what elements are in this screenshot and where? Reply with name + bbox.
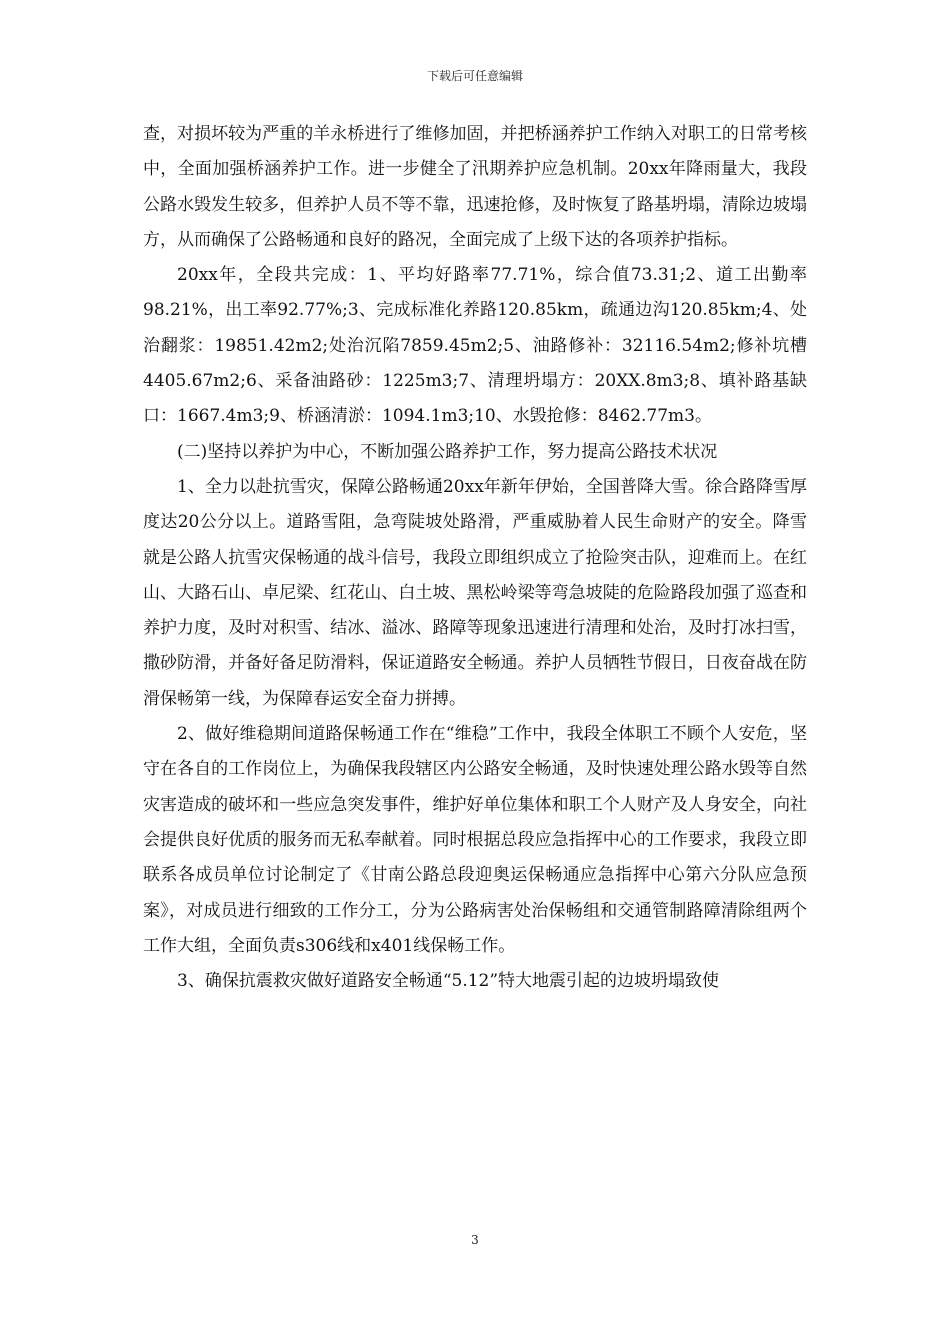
page-header: 下载后可任意编辑	[426, 69, 523, 83]
paragraph-2: 20xx年，全段共完成：1、平均好路率77.71%，综合值73.31;2、道工出勤率98.21%，出工率92.77%;3、完成标准化养路120.85km，疏通边沟120.85km;4、处治翻浆：19851.42m2;处治沉陷7859.45m2;5、油路修补：32116.54m2;修补坑槽4405.67m2;6、采备油路砂：1225m3;7、清理坍塌方：20XX.8m3;8、填补路基缺口：1667.4m3;9、桥涵清淤：1094.1m3;10、水毁抢修：8462.77m3。	[143, 265, 807, 427]
page-number: 3	[471, 1233, 479, 1247]
section-heading: (二)坚持以养护为中心，不断加强公路养护工作，努力提高公路技术状况	[177, 441, 718, 462]
document-body	[143, 117, 807, 999]
paragraph-5: 3、确保抗震救灾做好道路安全畅通“5.12”特大地震引起的边坡坍塌致使	[177, 971, 720, 992]
paragraph-3: 1、全力以赴抗雪灾，保障公路畅通20xx年新年伊始，全国普降大雪。徐合路降雪厚度达20公分以上。道路雪阻，急弯陡坡处路滑，严重威胁着人民生命财产的安全。降雪就是公路人抗雪灾保畅通的战斗信号，我段立即组织成立了抢险突击队，迎难而上。在红山、大路石山、卓尼梁、红花山、白土坡、黑松岭梁等弯急坡陡的危险路段加强了巡查和养护力度，及时对积雪、结冰、溢冰、路障等现象迅速进行清理和处治，及时打冰扫雪，撒砂防滑，并备好备足防滑料，保证道路安全畅通。养护人员牺牲节假日，日夜奋战在防滑保畅第一线，为保障春运安全奋力拼搏。	[143, 476, 807, 709]
paragraph-4: 2、做好维稳期间道路保畅通工作在“维稳”工作中，我段全体职工不顾个人安危，坚守在各自的工作岗位上，为确保我段辖区内公路安全畅通，及时快速处理公路水毁等自然灾害造成的破坏和一些应急突发事件，维护好单位集体和职工个人财产及人身安全，向社会提供良好优质的服务而无私奉献着。同时根据总段应急指挥中心的工作要求，我段立即联系各成员单位讨论制定了《甘南公路总段迎奥运保畅通应急指挥中心第六分队应急预案》，对成员进行细致的工作分工，分为公路病害处治保畅组和交通管制路障清除组两个工作大组，全面负责s306线和x401线保畅工作。	[143, 724, 807, 956]
paragraph-1: 查，对损坏较为严重的羊永桥进行了维修加固，并把桥涵养护工作纳入对职工的日常考核中，全面加强桥涵养护工作。进一步健全了汛期养护应急机制。20xx年降雨量大，我段公路水毁发生较多，但养护人员不等不靠，迅速抢修，及时恢复了路基坍塌，清除边坡塌方，从而确保了公路畅通和良好的路况，全面完成了上级下达的各项养护指标。	[143, 124, 807, 250]
